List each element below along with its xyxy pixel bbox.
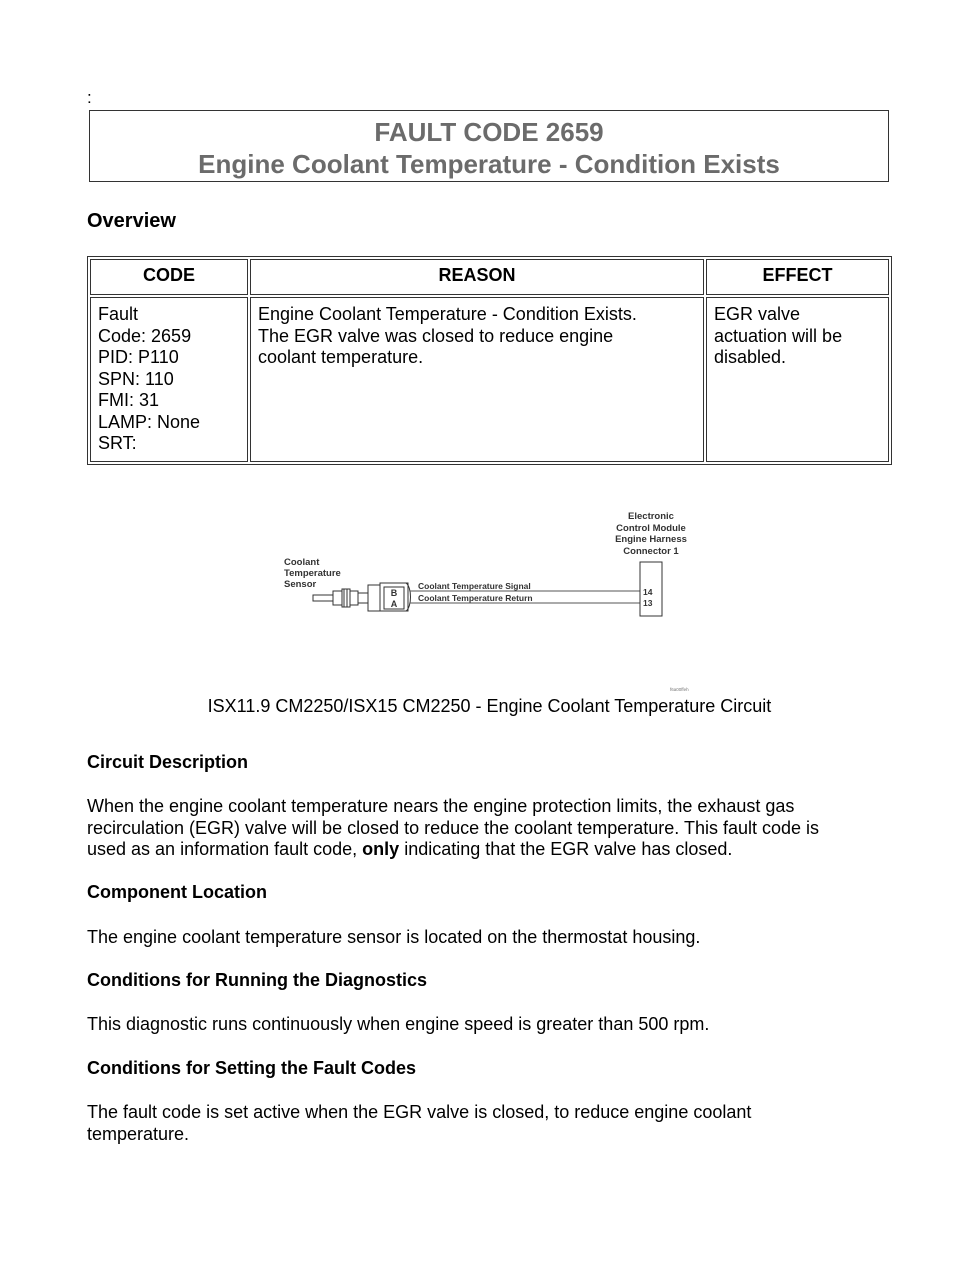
table-row [90,297,889,462]
page-marker: : [87,88,92,107]
code-line: Code: 2659 [98,325,192,346]
text-segment: indicating that the EGR valve has closed. [399,839,733,859]
ecm-label-line: Electronic [628,511,674,522]
reason-line: The EGR valve was closed to reduce engine [258,325,614,346]
reason-cell [250,297,704,462]
figure-caption: ISX11.9 CM2250/ISX15 CM2250 - Engine Coolant Temperature Circuit [207,696,772,716]
component-location-text: The engine coolant temperature sensor is located on the thermostat housing. [87,927,701,947]
header-code: CODE [90,259,248,295]
effect-line: EGR valve [714,304,801,324]
pin-b-label: B [390,588,398,598]
fault-code-subtitle: Engine Coolant Temperature - Condition Exists [198,149,780,179]
table-header-row [90,259,889,295]
circuit-diagram [280,505,710,695]
sensor-label-line: Coolant [284,557,320,568]
ecm-label-line: Engine Harness [615,534,687,545]
ecm-label-line: Connector 1 [623,546,679,557]
code-line: Fault [98,304,139,324]
text-line: When the engine coolant temperature nears the engine protection limits, the exhaust gas [87,796,795,816]
text-segment: used as an information fault code, [87,839,363,859]
setting-conditions-text [87,1102,887,1145]
header-reason: REASON [250,259,704,295]
code-cell [90,297,248,462]
text-line: The fault code is set active when the EGR valve is closed, to reduce engine coolant [87,1102,752,1122]
pin-14-label: 14 [643,587,653,597]
code-line: SPN: 110 [98,368,174,389]
sensor-label-line: Sensor [284,579,317,590]
effect-line: disabled. [714,347,787,367]
figure-id: f6a00ffeh [670,687,689,692]
overview-heading: Overview [87,210,176,232]
setting-conditions-heading: Conditions for Setting the Fault Codes [87,1058,416,1078]
effect-line: actuation will be [714,325,843,346]
code-line: LAMP: None [98,411,201,432]
pin-a-label: A [390,599,398,609]
pin-13-label: 13 [643,598,653,608]
reason-line: coolant temperature. [258,347,424,367]
emphasis-text: only [362,839,400,859]
circuit-description-heading: Circuit Description [87,752,249,772]
effect-cell [706,297,889,462]
text-line [87,839,887,861]
text-line: temperature. [87,1123,190,1144]
code-line: PID: P110 [98,347,179,367]
signal-wire-label: Coolant Temperature Signal [418,581,531,591]
return-wire-label: Coolant Temperature Return [418,593,533,603]
text-line: recirculation (EGR) valve will be closed to reduce the coolant temperature. This fault code is [87,817,820,838]
component-location-heading: Component Location [87,882,267,902]
header-effect: EFFECT [706,259,889,295]
reason-line: Engine Coolant Temperature - Condition Exists. [258,304,637,324]
fault-code-title: FAULT CODE 2659 [374,117,604,147]
ecm-label-line: Control Module [616,523,686,534]
title-box [89,110,889,182]
sensor-label-line: Temperature [284,568,341,579]
code-line: FMI: 31 [98,390,160,410]
overview-table [87,256,892,465]
running-conditions-text: This diagnostic runs continuously when engine speed is greater than 500 rpm. [87,1014,710,1034]
code-line: SRT: [98,433,137,453]
circuit-description-text [87,796,887,861]
running-conditions-heading: Conditions for Running the Diagnostics [87,970,427,990]
